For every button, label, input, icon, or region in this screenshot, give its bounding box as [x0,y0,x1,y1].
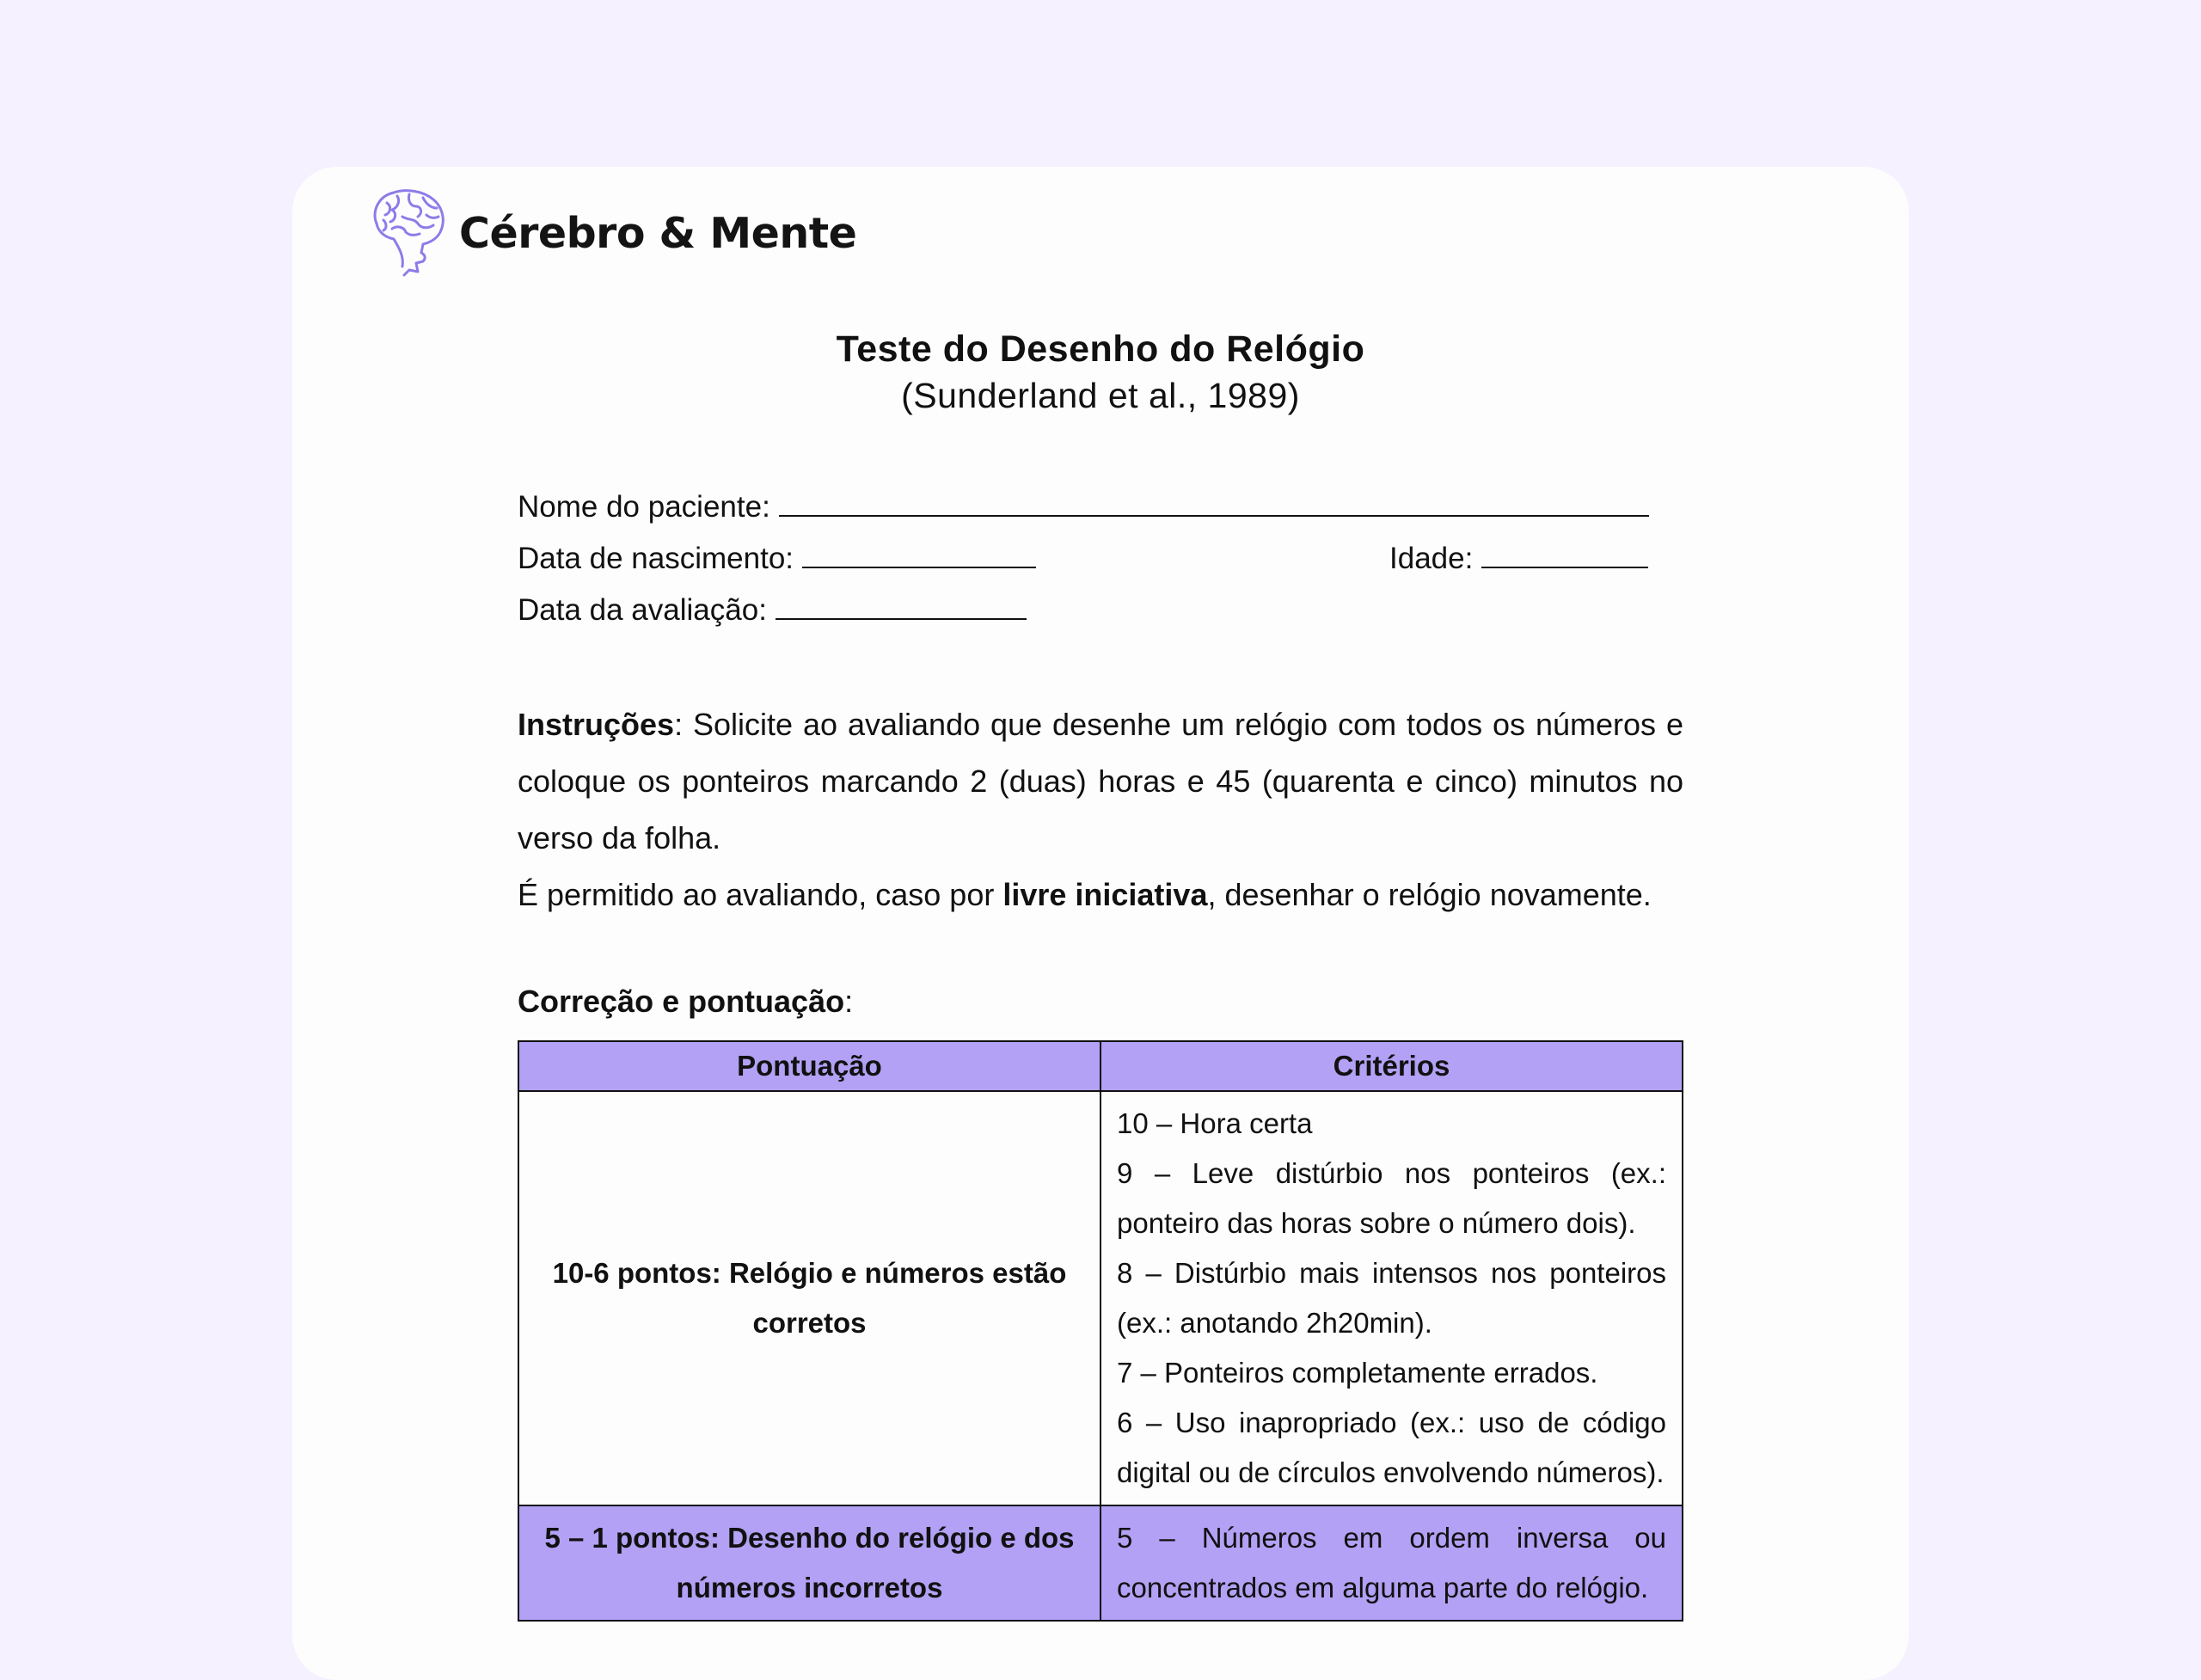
criteria-item: 5 – Números em ordem inversa ou concentrados em alguma parte do relógio. [1117,1522,1666,1603]
brain-head-icon [366,186,449,281]
instructions-second-bold: livre iniciativa [1002,877,1208,912]
scoring-title [518,980,1683,1023]
instructions [518,696,1683,923]
header-score: Pontuação [518,1041,1100,1091]
criteria-item: 9 – Leve distúrbio nos ponteiros (ex.: ponteiro das horas sobre o número dois). [1117,1157,1666,1239]
instructions-colon: : [674,707,684,742]
criteria-item: 10 – Hora certa [1117,1107,1313,1139]
document-card [292,167,1909,1680]
table-row [518,1505,1683,1621]
age-line[interactable] [1481,541,1648,568]
patient-name-label: Nome do paciente: [518,490,770,524]
header-criteria: Critérios [1100,1041,1683,1091]
age-label: Idade: [1389,542,1474,575]
document-reference: (Sunderland et al., 1989) [901,376,1300,415]
document-body [518,328,1683,1622]
instructions-label: Instruções [518,707,675,742]
criteria-item: 6 – Uso inapropriado (ex.: uso de código digital ou de círculos envolvendo números). [1117,1407,1666,1488]
brand-name: Cérebro & Mente [459,208,857,258]
score-cell: 10-6 pontos: Relógio e números estão corretos [518,1091,1100,1505]
evaluation-date-line[interactable] [776,592,1027,620]
field-row-birth-date [518,533,1683,585]
age-field [1389,533,1648,585]
score-cell: 5 – 1 pontos: Desenho do relógio e dos números incorretos [518,1505,1100,1621]
instructions-paragraph [518,696,1683,867]
criteria-item: 7 – Ponteiros completamente errados. [1117,1357,1598,1389]
patient-fields [518,481,1683,636]
field-row-patient-name [518,481,1683,533]
criteria-cell [1100,1091,1683,1505]
birth-date-label: Data de nascimento: [518,542,794,575]
instructions-second-post: , desenhar o relógio novamente. [1207,877,1652,912]
criteria-item: 8 – Distúrbio mais intensos nos ponteiros (ex.: anotando 2h20min). [1117,1257,1666,1339]
instructions-second-paragraph [518,867,1683,923]
scoring-title-colon: : [844,984,854,1019]
scoring-table [518,1040,1683,1622]
table-row [518,1091,1683,1505]
evaluation-date-label: Data da avaliação: [518,593,767,627]
instructions-second-pre: É permitido ao avaliando, caso por [518,877,1003,912]
scoring-title-text: Correção e pontuação [518,984,845,1019]
table-header-row [518,1041,1683,1091]
birth-date-line[interactable] [802,541,1036,568]
document-title: Teste do Desenho do Relógio [836,328,1365,370]
field-row-evaluation-date [518,585,1683,636]
instructions-text: Solicite ao avaliando que desenhe um relógio com todos os números e coloque os ponteiros marcando 2 (duas) horas e 45 (quarenta e cinco) minutos no verso da folha. [518,707,1683,855]
patient-name-line[interactable] [779,489,1649,517]
criteria-cell [1100,1505,1683,1621]
brand-header[interactable] [366,186,856,280]
